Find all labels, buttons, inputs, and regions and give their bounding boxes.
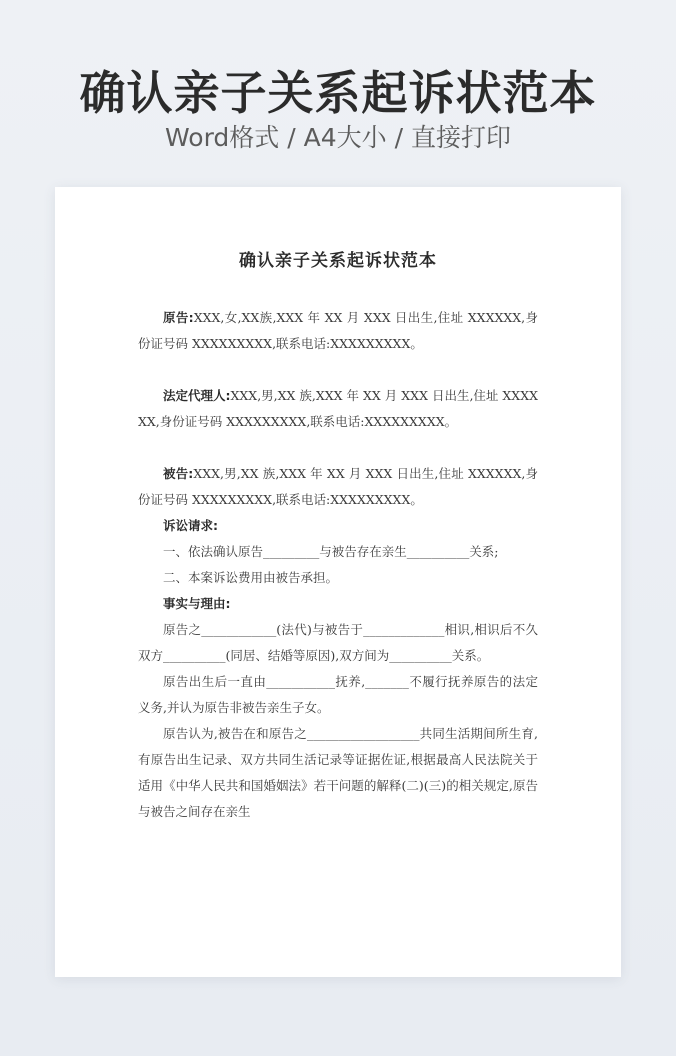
facts-heading: 事实与理由: [163,596,231,611]
defendant-label: 被告: [163,466,194,481]
agent-label: 法定代理人: [163,388,231,403]
banner-title: 确认亲子关系起诉状范本 [79,66,597,120]
claim-item: 二、本案诉讼费用由被告承担。 [163,570,339,585]
defendant-paragraph [138,461,538,513]
spacer [138,357,538,383]
facts-paragraph: 原告之____________(法代)与被告于_____________相识,相识后不久双方__________(同居、结婚等原因),双方间为__________关系。 [138,622,538,663]
claim-item: 一、依法确认原告_________与被告存在亲生__________关系; [163,544,499,559]
document-body [138,241,538,825]
plaintiff-label: 原告: [163,310,194,325]
document-title: 确认亲子关系起诉状范本 [239,251,437,271]
defendant-text: XXX,男,XX 族,XXX 年 XX 月 XXX 日出生,住址 XXXXXX,身份证号码 XXXXXXXXX,联系电话:XXXXXXXXX。 [138,466,538,507]
facts-paragraph: 原告出生后一直由___________抚养,_______不履行抚养原告的法定义务,并认为原告非被告亲生子女。 [138,674,538,715]
agent-paragraph [138,383,538,435]
facts-paragraph: 原告认为,被告在和原告之__________________共同生活期间所生育,有原告出生记录、双方共同生活记录等证据佐证,根据最高人民法院关于适用《中华人民共和国婚姻法》若干问题的解释(二)(三)的相关规定,原告与被告之间存在亲生 [138,726,538,819]
document-page [55,187,621,977]
plaintiff-paragraph [138,305,538,357]
spacer [138,435,538,461]
claims-heading: 诉讼请求: [163,518,218,533]
banner-subtitle: Word格式 / A4大小 / 直接打印 [165,123,511,152]
plaintiff-text: XXX,女,XX族,XXX 年 XX 月 XXX 日出生,住址 XXXXXX,身份证号码 XXXXXXXXX,联系电话:XXXXXXXXX。 [138,310,538,351]
agent-text: XXX,男,XX 族,XXX 年 XX 月 XXX 日出生,住址 XXXXXX,身份证号码 XXXXXXXXX,联系电话:XXXXXXXXX。 [138,388,538,429]
